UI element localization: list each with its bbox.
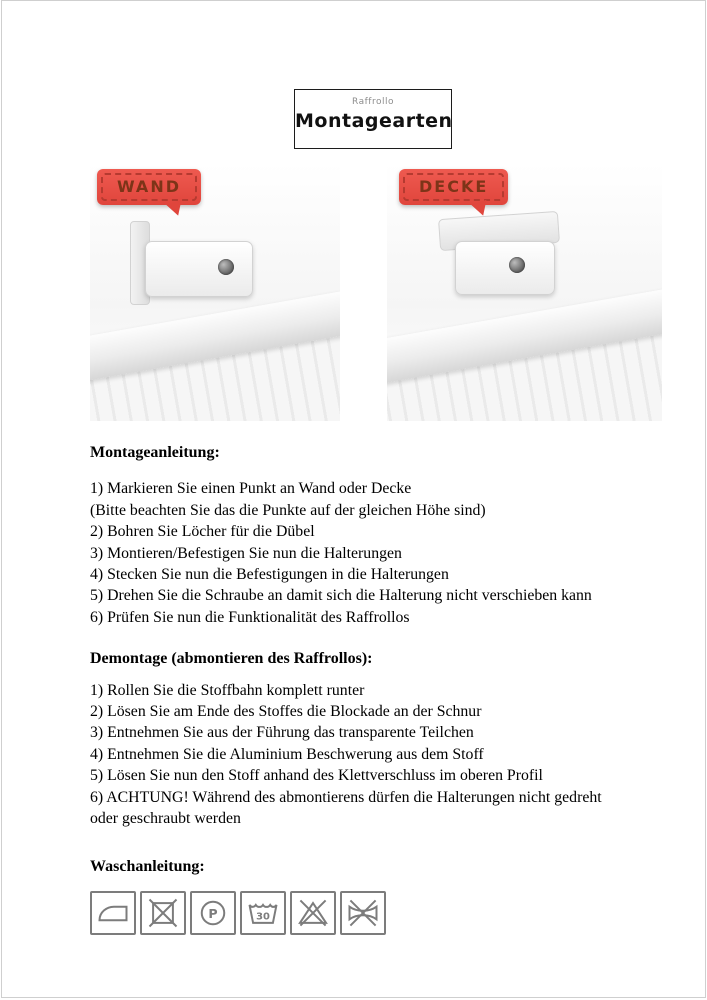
mounting-photos: [90, 163, 662, 421]
mounting-bracket: [145, 241, 253, 297]
demontage-steps: [90, 680, 627, 830]
iron-icon: [95, 895, 131, 931]
mounting-bracket: [455, 241, 555, 295]
montage-step: 6) Prüfen Sie nun die Funktionalität des Raffrollos: [90, 608, 410, 626]
section-title-montage: Montageanleitung:: [90, 444, 220, 461]
demontage-step: 2) Lösen Sie am Ende des Stoffes die Blockade an der Schnur: [90, 703, 482, 721]
demontage-step: 3) Entnehmen Sie aus der Führung das transparente Teilchen: [90, 724, 474, 742]
dry-clean-letter: P: [208, 905, 218, 921]
instruction-sheet: [1, 0, 706, 998]
screw-icon: [218, 259, 234, 275]
dry-clean-p-icon: [195, 895, 231, 931]
section-title-demontage: Demontage (abmontieren des Raffrollos):: [90, 650, 373, 668]
logo-title: Montagearten: [295, 110, 453, 132]
montage-step: (Bitte beachten Sie das die Punkte auf der gleichen Höhe sind): [90, 501, 486, 519]
care-symbols: [90, 891, 627, 935]
care-symbol-iron: [90, 891, 136, 935]
care-symbol-dry-clean: [190, 891, 236, 935]
wash-30-icon: [245, 895, 281, 931]
demontage-step: 5) Lösen Sie nun den Stoff anhand des Klettverschluss im oberen Profil: [90, 767, 543, 785]
badge-decke-label: DECKE: [419, 177, 489, 196]
photo-ceiling-mount: [387, 163, 662, 421]
section-title-wasch: Waschanleitung:: [90, 857, 205, 875]
do-not-tumble-dry-icon: [145, 895, 181, 931]
do-not-bleach-icon: [295, 895, 331, 931]
badge-wand-label: WAND: [117, 177, 181, 196]
instructions: [90, 442, 627, 935]
demontage-step: 6) ACHTUNG! Während des abmontierens dürfen die Halterungen nicht gedreht oder geschraubt werden: [90, 788, 602, 828]
montage-steps: [90, 478, 627, 628]
do-not-wring-icon: [345, 895, 381, 931]
montage-step: 4) Stecken Sie nun die Befestigungen in die Halterungen: [90, 566, 449, 584]
wash-temp: 30: [256, 911, 270, 923]
brand-logo: [294, 89, 452, 149]
demontage-step: 1) Rollen Sie die Stoffbahn komplett runter: [90, 681, 365, 699]
logo-subtitle: Raffrollo: [352, 97, 394, 107]
care-symbol-do-not-bleach: [290, 891, 336, 935]
montage-step: 5) Drehen Sie die Schraube an damit sich die Halterung nicht verschieben kann: [90, 587, 592, 605]
montage-step: 3) Montieren/Befestigen Sie nun die Halterungen: [90, 544, 402, 562]
montage-step: 1) Markieren Sie einen Punkt an Wand oder Decke: [90, 480, 412, 498]
photo-wall-mount: [90, 163, 340, 421]
care-symbol-do-not-tumble-dry: [140, 891, 186, 935]
care-symbol-do-not-wring: [340, 891, 386, 935]
montage-step: 2) Bohren Sie Löcher für die Dübel: [90, 523, 315, 541]
badge-wand: [97, 169, 201, 205]
screw-icon: [509, 257, 525, 273]
demontage-step: 4) Entnehmen Sie die Aluminium Beschwerung aus dem Stoff: [90, 745, 484, 763]
care-symbol-wash-30: [240, 891, 286, 935]
badge-decke: [399, 169, 508, 205]
